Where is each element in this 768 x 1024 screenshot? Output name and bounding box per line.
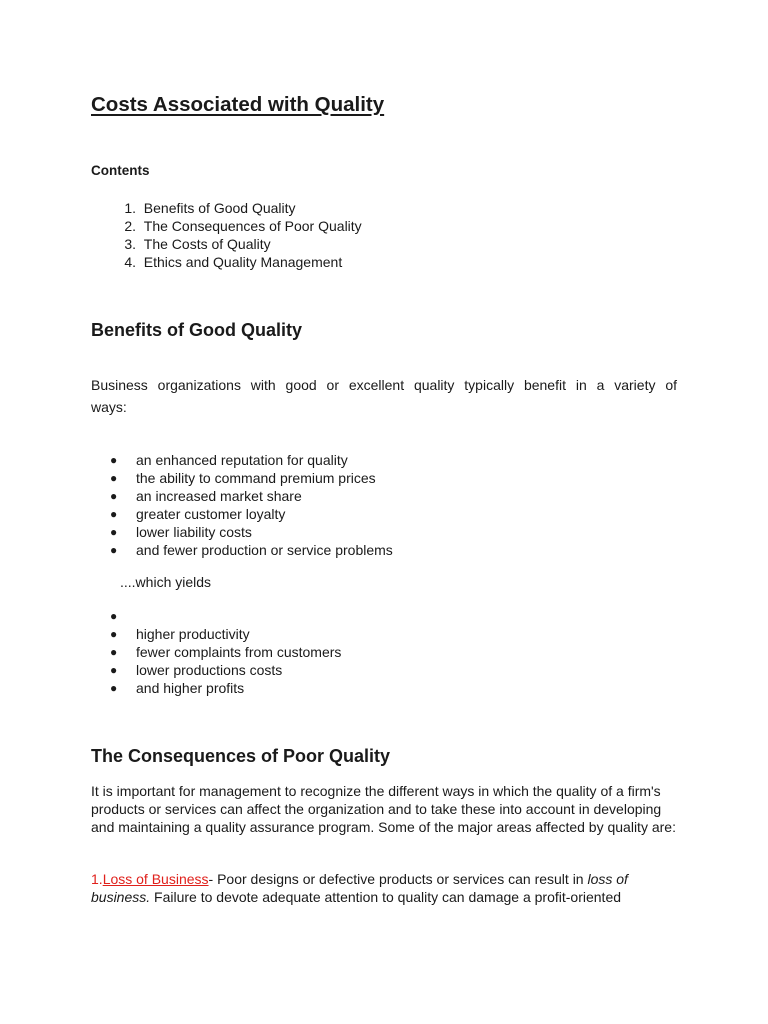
toc-item [112, 235, 362, 253]
list-item [110, 487, 393, 505]
toc-label: Benefits of Good Quality [143, 200, 296, 216]
bullet-icon: ● [110, 681, 118, 695]
bullet-icon: ● [110, 627, 118, 641]
loss-of-business-title: Loss of Business [102, 871, 209, 887]
intro-line-2: ways: [91, 399, 127, 415]
list-item-text: and fewer production or service problems [136, 542, 393, 558]
list-item-text: lower liability costs [136, 524, 252, 540]
list-item-text: higher productivity [136, 626, 250, 642]
bullet-icon: ● [110, 645, 118, 659]
document-title: Costs Associated with Quality [91, 93, 385, 116]
list-item-text: and higher profits [136, 680, 245, 696]
bullet-icon: ● [110, 471, 118, 485]
section-heading-consequences: The Consequences of Poor Quality [91, 746, 391, 766]
intro-line-1: Business organizations with good or excellent quality typically benefit in a variety of [91, 377, 677, 393]
list-item-text: fewer complaints from customers [136, 644, 342, 660]
loss-text-a: - Poor designs or defective products or services can result in [208, 871, 588, 887]
loss-italic-text: loss of business. [91, 871, 628, 905]
table-of-contents [112, 199, 362, 271]
list-item-text: an increased market share [136, 488, 302, 504]
toc-number: 2. [124, 218, 136, 234]
toc-item [112, 253, 362, 271]
benefits-intro-paragraph [91, 374, 677, 418]
toc-item [112, 199, 362, 217]
list-item [110, 643, 341, 661]
toc-label: The Costs of Quality [143, 236, 271, 252]
list-item-text: an enhanced reputation for quality [136, 452, 348, 468]
list-item [110, 451, 393, 469]
list-item-text: the ability to command premium prices [136, 470, 376, 486]
list-item [110, 523, 393, 541]
bullet-icon: ● [110, 453, 118, 467]
loss-of-business-paragraph [91, 870, 681, 906]
yields-bullet-list [110, 607, 341, 697]
loss-text-b: Failure to devote adequate attention to quality can damage a profit-oriented [150, 889, 622, 905]
list-item [110, 661, 341, 679]
bullet-icon: ● [110, 663, 118, 677]
bullet-icon: ● [110, 507, 118, 521]
bullet-icon: ● [110, 525, 118, 539]
toc-item [112, 217, 362, 235]
loss-number: 1. [91, 871, 103, 887]
bullet-icon: ● [110, 609, 118, 623]
toc-number: 3. [124, 236, 136, 252]
list-item [110, 541, 393, 559]
bullet-icon: ● [110, 543, 118, 557]
which-yields-text: ....which yields [120, 574, 212, 590]
list-item [110, 625, 341, 643]
list-item-text: greater customer loyalty [136, 506, 286, 522]
section-heading-benefits: Benefits of Good Quality [91, 320, 303, 340]
list-item [110, 679, 341, 697]
bullet-icon: ● [110, 489, 118, 503]
consequences-paragraph: It is important for management to recognize the different ways in which the quality of a firm's products or services can affect the organization and to take these into account in developing and maintaining a quality assurance program. Some of the major areas affected by quality are: [91, 783, 676, 835]
list-item [110, 505, 393, 523]
toc-label: Ethics and Quality Management [143, 254, 343, 270]
list-item-text: lower productions costs [136, 662, 283, 678]
toc-label: The Consequences of Poor Quality [143, 218, 362, 234]
toc-number: 1. [124, 200, 136, 216]
toc-number: 4. [124, 254, 136, 270]
benefits-bullet-list [110, 451, 393, 559]
list-item [110, 607, 341, 625]
contents-heading: Contents [91, 163, 150, 178]
list-item [110, 469, 393, 487]
